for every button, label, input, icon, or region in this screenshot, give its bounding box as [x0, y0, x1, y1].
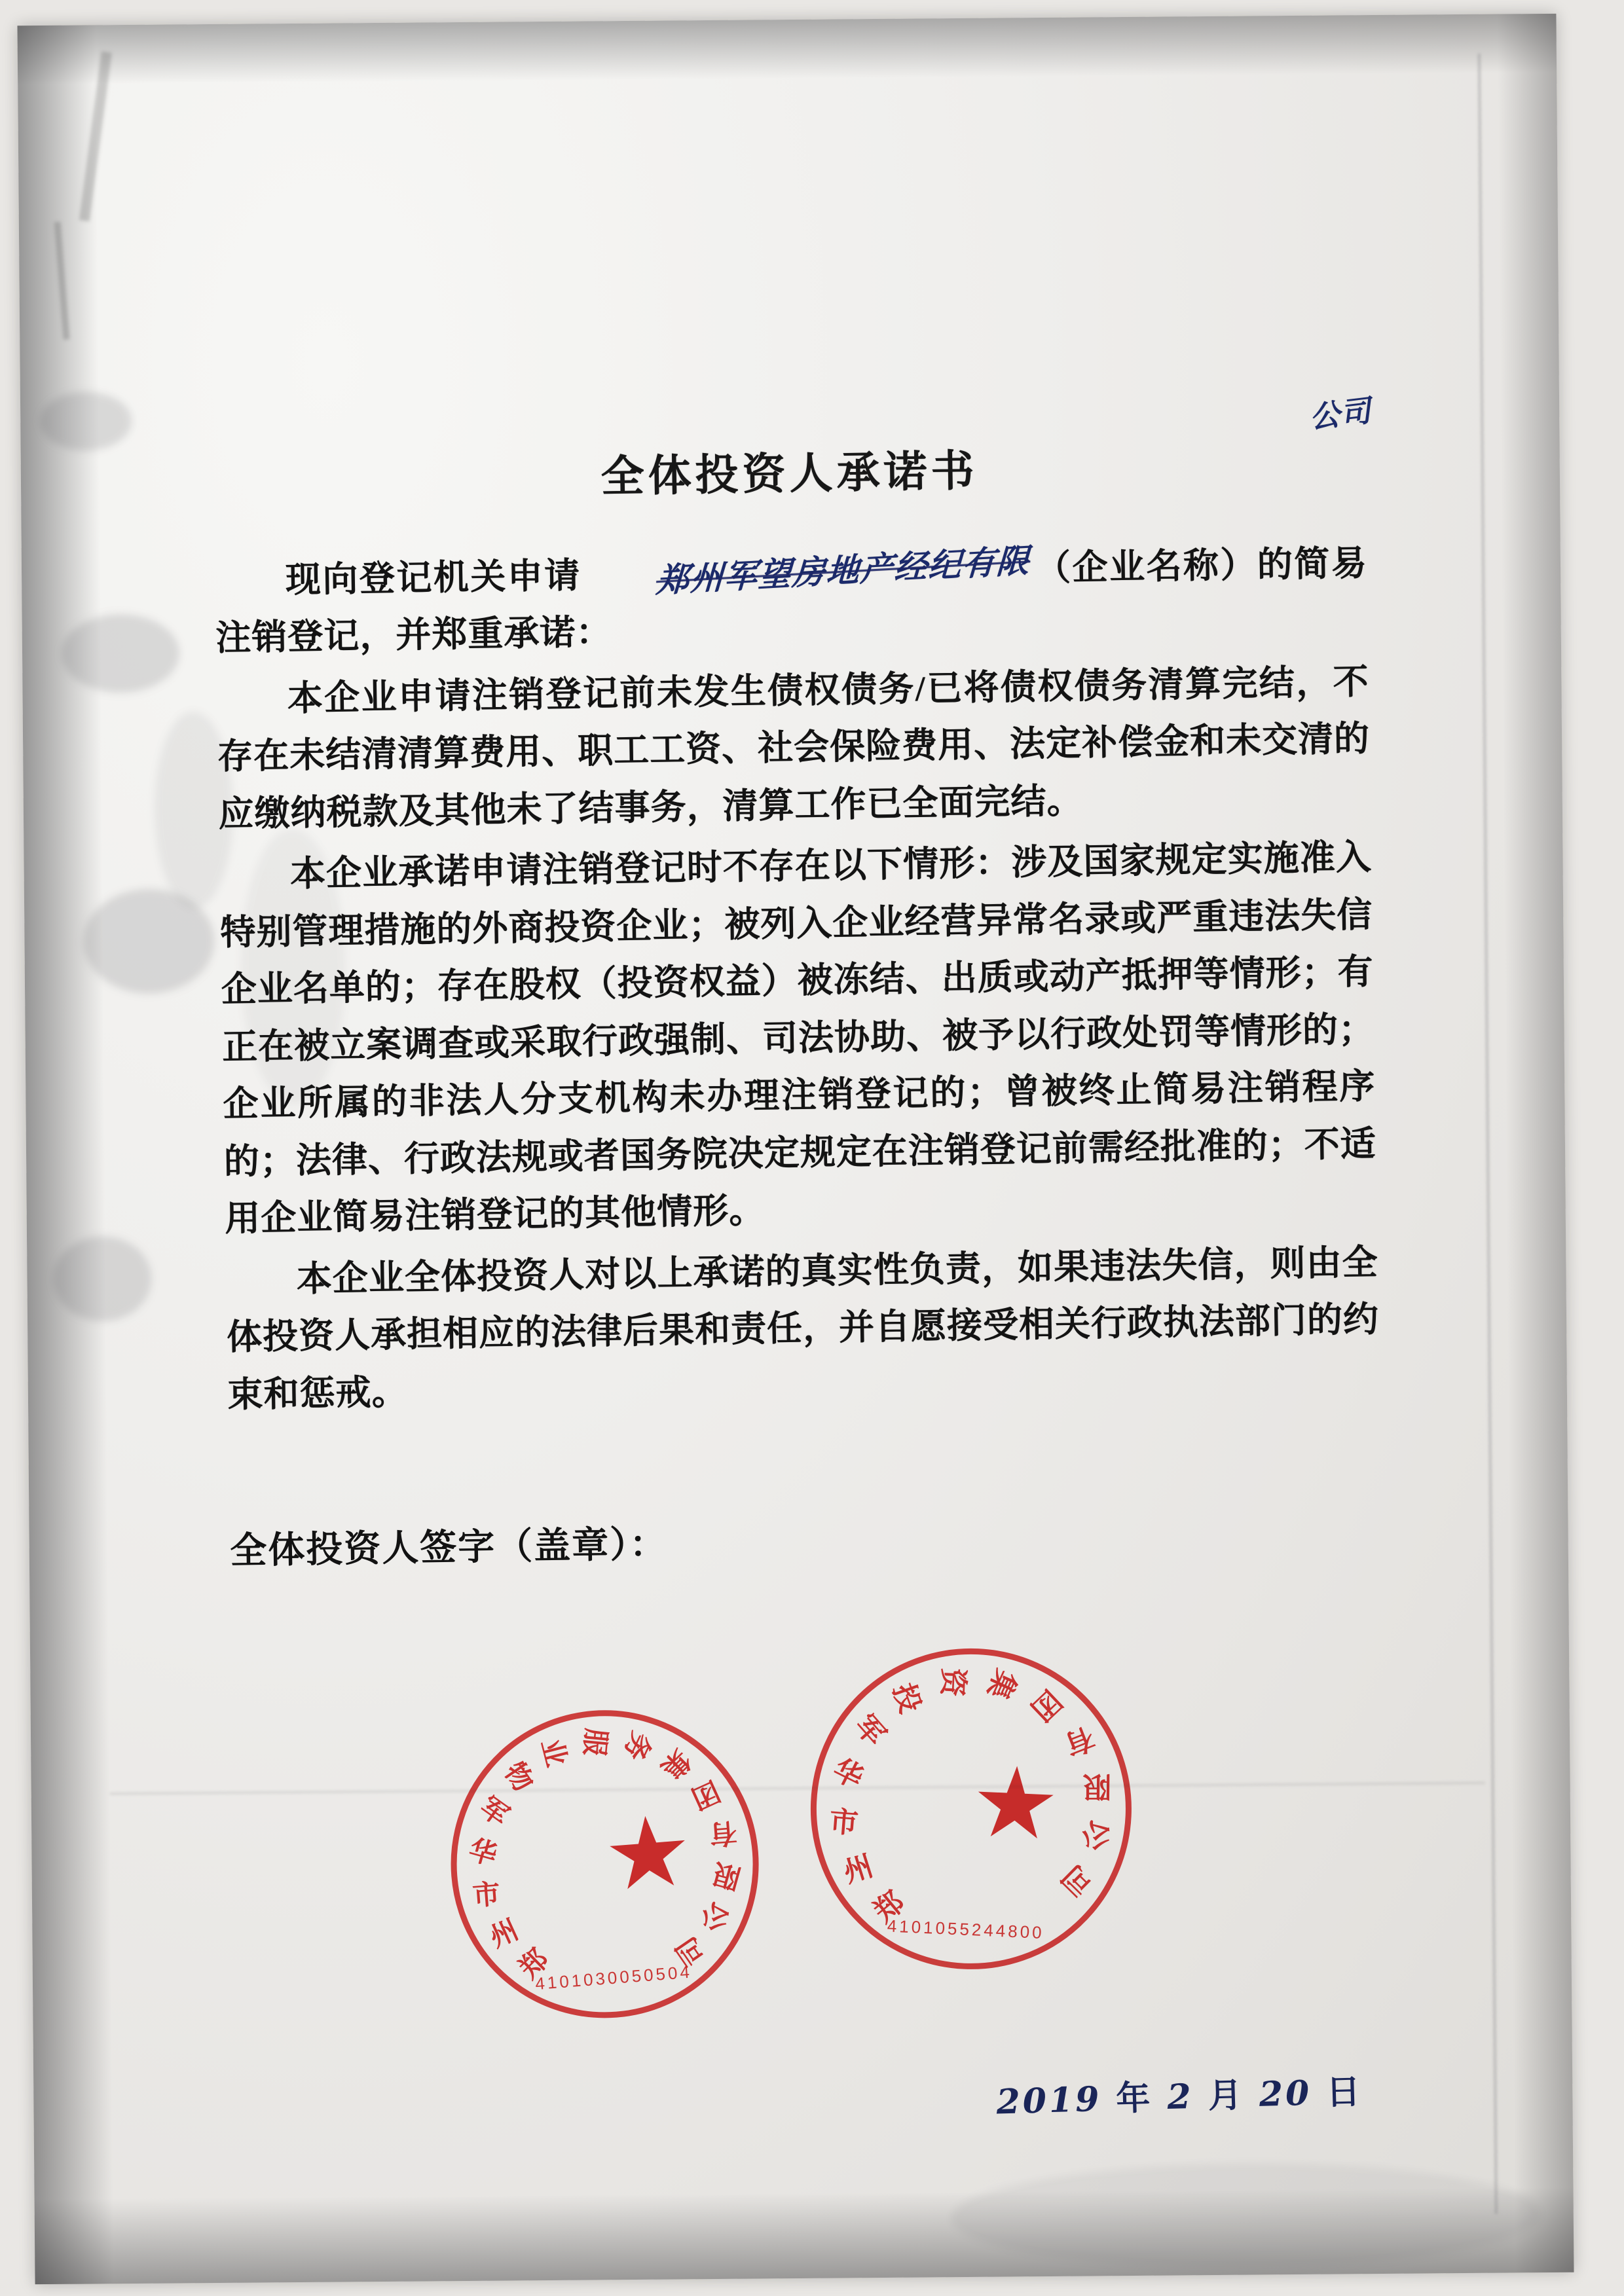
- date-month-label: 月: [1207, 2075, 1246, 2117]
- left-company-seal: 郑 州 市 华 军 物 业 服 务 集 团 有 限 公 司 ★ 4101030050504: [439, 1699, 770, 2030]
- handwritten-company-name: 郑州军望房地产经纪有限: [655, 541, 1031, 600]
- paragraph-1-suffix: （企业名称）的简易注销登记，并郑重承诺：: [215, 543, 1368, 659]
- scan-smudge: [40, 392, 132, 451]
- right-seal-ring-text: 郑 州 市 华 军 投 资 集 团 有 限 公 司: [828, 1664, 1116, 1929]
- left-seal-ring-text: 郑 州 市 华 军 物 业 服 务 集 团 有 限 公 司: [466, 1726, 745, 1984]
- scan-smudge: [62, 613, 180, 693]
- handwritten-company-suffix: 公司: [1308, 392, 1373, 435]
- scan-shadow-top: [17, 14, 1557, 84]
- left-seal-number: 4101030050504: [534, 1961, 693, 1994]
- date-month: 2: [1166, 2076, 1194, 2117]
- date-day-label: 日: [1325, 2071, 1364, 2113]
- page-title: 全体投资人承诺书: [600, 446, 979, 501]
- paper-sheet: [17, 14, 1574, 2284]
- paragraph-2: 本企业申请注销登记前未发生债权债务/已将债权债务清算完结，不存在未结清清算费用、职工工资、社会保险费用、法定补偿金和未交清的应缴纳税款及其他未了结事务，清算工作已全面完结。: [217, 662, 1371, 834]
- signature-label: 全体投资人签字（盖章）：: [229, 1524, 668, 1572]
- paper-fold-line: [1478, 54, 1498, 2214]
- paper-fold-line: [110, 1782, 1485, 1795]
- date-day: 20: [1258, 2073, 1313, 2115]
- scan-shadow-right: [1497, 14, 1574, 2273]
- document-body: [213, 392, 1383, 1574]
- date-year-label: 年: [1115, 2077, 1154, 2119]
- paragraph-1-prefix: 现向登记机关申请: [285, 556, 582, 600]
- date-year: 2019: [995, 2079, 1103, 2123]
- paragraph-3: 本企业承诺申请注销登记时不存在以下情形：涉及国家规定实施准入特别管理措施的外商投资企业；被列入企业经营异常名录或严重违法失信企业名单的；存在股权（投资权益）被冻结、出质或动产抵押等情形；有正在被立案调查或采取行政强制、司法协助、被予以行政处罚等情形的；企业所属的非法人分支机构未办理注销登记的；曾被终止简易注销程序的；法律、行政法规或者国务院决定规定在注销登记前需经批准的；不适用企业简易注销登记的其他情形。: [219, 837, 1377, 1239]
- signature-date: [995, 2064, 1363, 2123]
- scan-smudge: [53, 1236, 152, 1322]
- right-company-seal: 郑 州 市 华 军 投 资 集 团 有 限 公 司 ★ 4101055244800: [803, 1641, 1138, 1976]
- paragraph-4: 本企业全体投资人对以上承诺的真实性负责，如果违法失信，则由全体投资人承担相应的法律后果和责任，并自愿接受相关行政执法部门的约束和惩戒。: [226, 1242, 1380, 1415]
- right-seal-number: 4101055244800: [887, 1916, 1045, 1943]
- scan-shadow-left: [17, 25, 113, 2284]
